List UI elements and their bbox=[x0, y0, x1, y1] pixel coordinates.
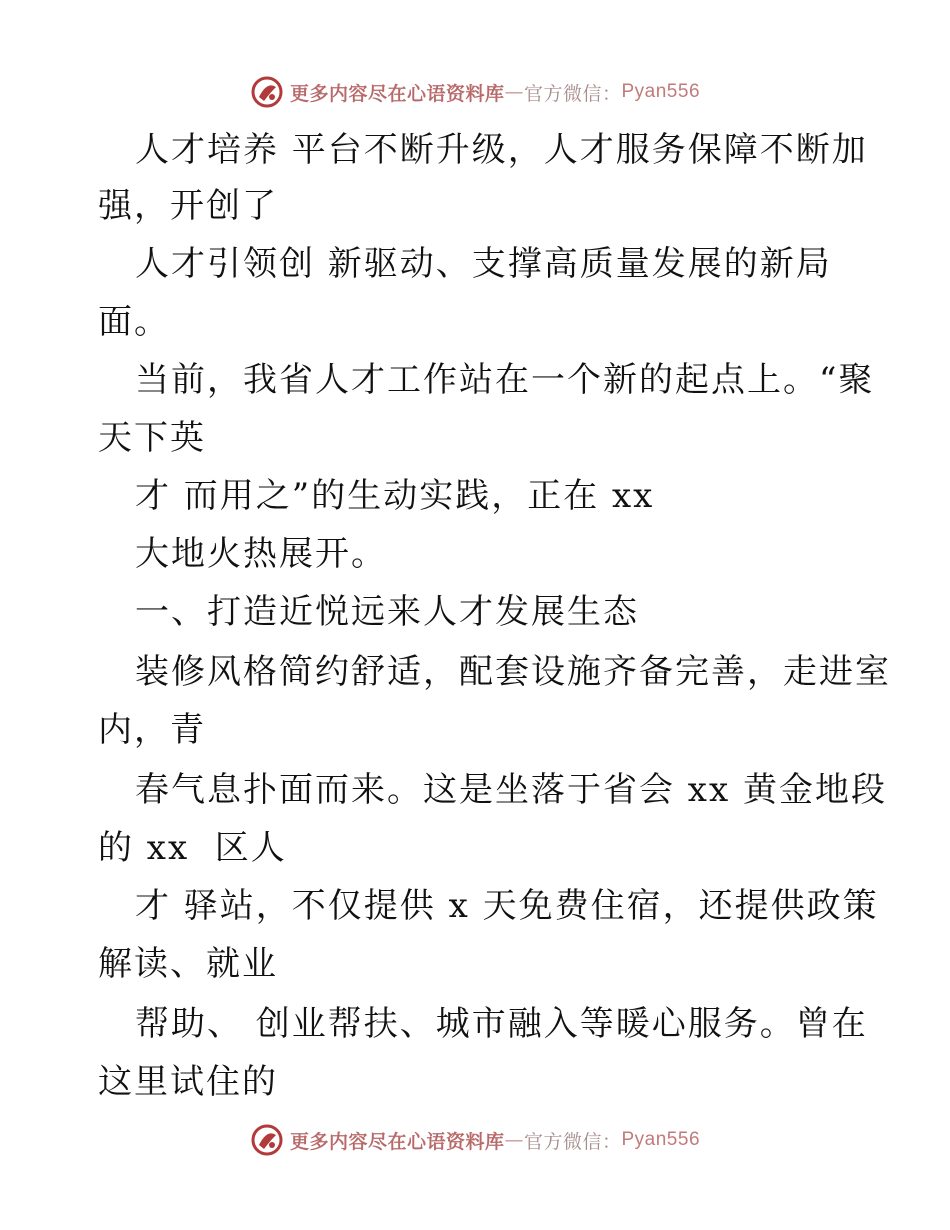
text-line: 强，开创了 bbox=[98, 186, 278, 226]
footer-watermark bbox=[0, 1120, 950, 1160]
red-ink-seal-icon bbox=[250, 1123, 284, 1157]
watermark-label: 官方微信： bbox=[523, 1130, 622, 1153]
text-line: 才 驿站，不仅提供 x 天免费住宿，还提供政策 bbox=[135, 886, 879, 926]
watermark-text: 更多内容尽在心语资料库 bbox=[289, 82, 505, 105]
watermark-id: Pyan556 bbox=[621, 1129, 701, 1150]
text-line: 天下英 bbox=[98, 418, 206, 458]
watermark-id: Pyan556 bbox=[621, 81, 701, 102]
text-line: 这里试住的 bbox=[98, 1062, 278, 1102]
text-line: 解读、就业 bbox=[98, 944, 278, 984]
text-line: 大地火热展开。 bbox=[135, 534, 387, 574]
watermark-text: 更多内容尽在心语资料库 bbox=[289, 1130, 505, 1153]
text-line: 人才培养 平台不断升级，人才服务保障不断加 bbox=[135, 130, 868, 170]
text-line: 面。 bbox=[98, 302, 170, 342]
text-line: 才 而用之”的生动实践，正在 xx bbox=[135, 476, 655, 516]
header-watermark bbox=[0, 72, 950, 112]
watermark-dash: — bbox=[504, 1129, 524, 1151]
red-ink-seal-icon bbox=[250, 75, 284, 109]
text-line: 的 xx 区人 bbox=[98, 828, 287, 868]
text-line: 春气息扑面而来。这是坐落于省会 xx 黄金地段 bbox=[135, 770, 887, 810]
text-line: 帮助、 创业帮扶、城市融入等暖心服务。曾在 bbox=[135, 1004, 868, 1044]
watermark-label: 官方微信： bbox=[523, 82, 622, 105]
text-line: 内，青 bbox=[98, 710, 206, 750]
section-heading: 一、打造近悦远来人才发展生态 bbox=[135, 592, 639, 632]
text-line: 装修风格简约舒适，配套设施齐备完善，走进室 bbox=[135, 652, 891, 692]
text-line: 当前，我省人才工作站在一个新的起点上。“聚 bbox=[135, 360, 875, 400]
text-line: 人才引领创 新驱动、支撑高质量发展的新局 bbox=[135, 244, 832, 284]
watermark-dash: — bbox=[504, 81, 524, 103]
